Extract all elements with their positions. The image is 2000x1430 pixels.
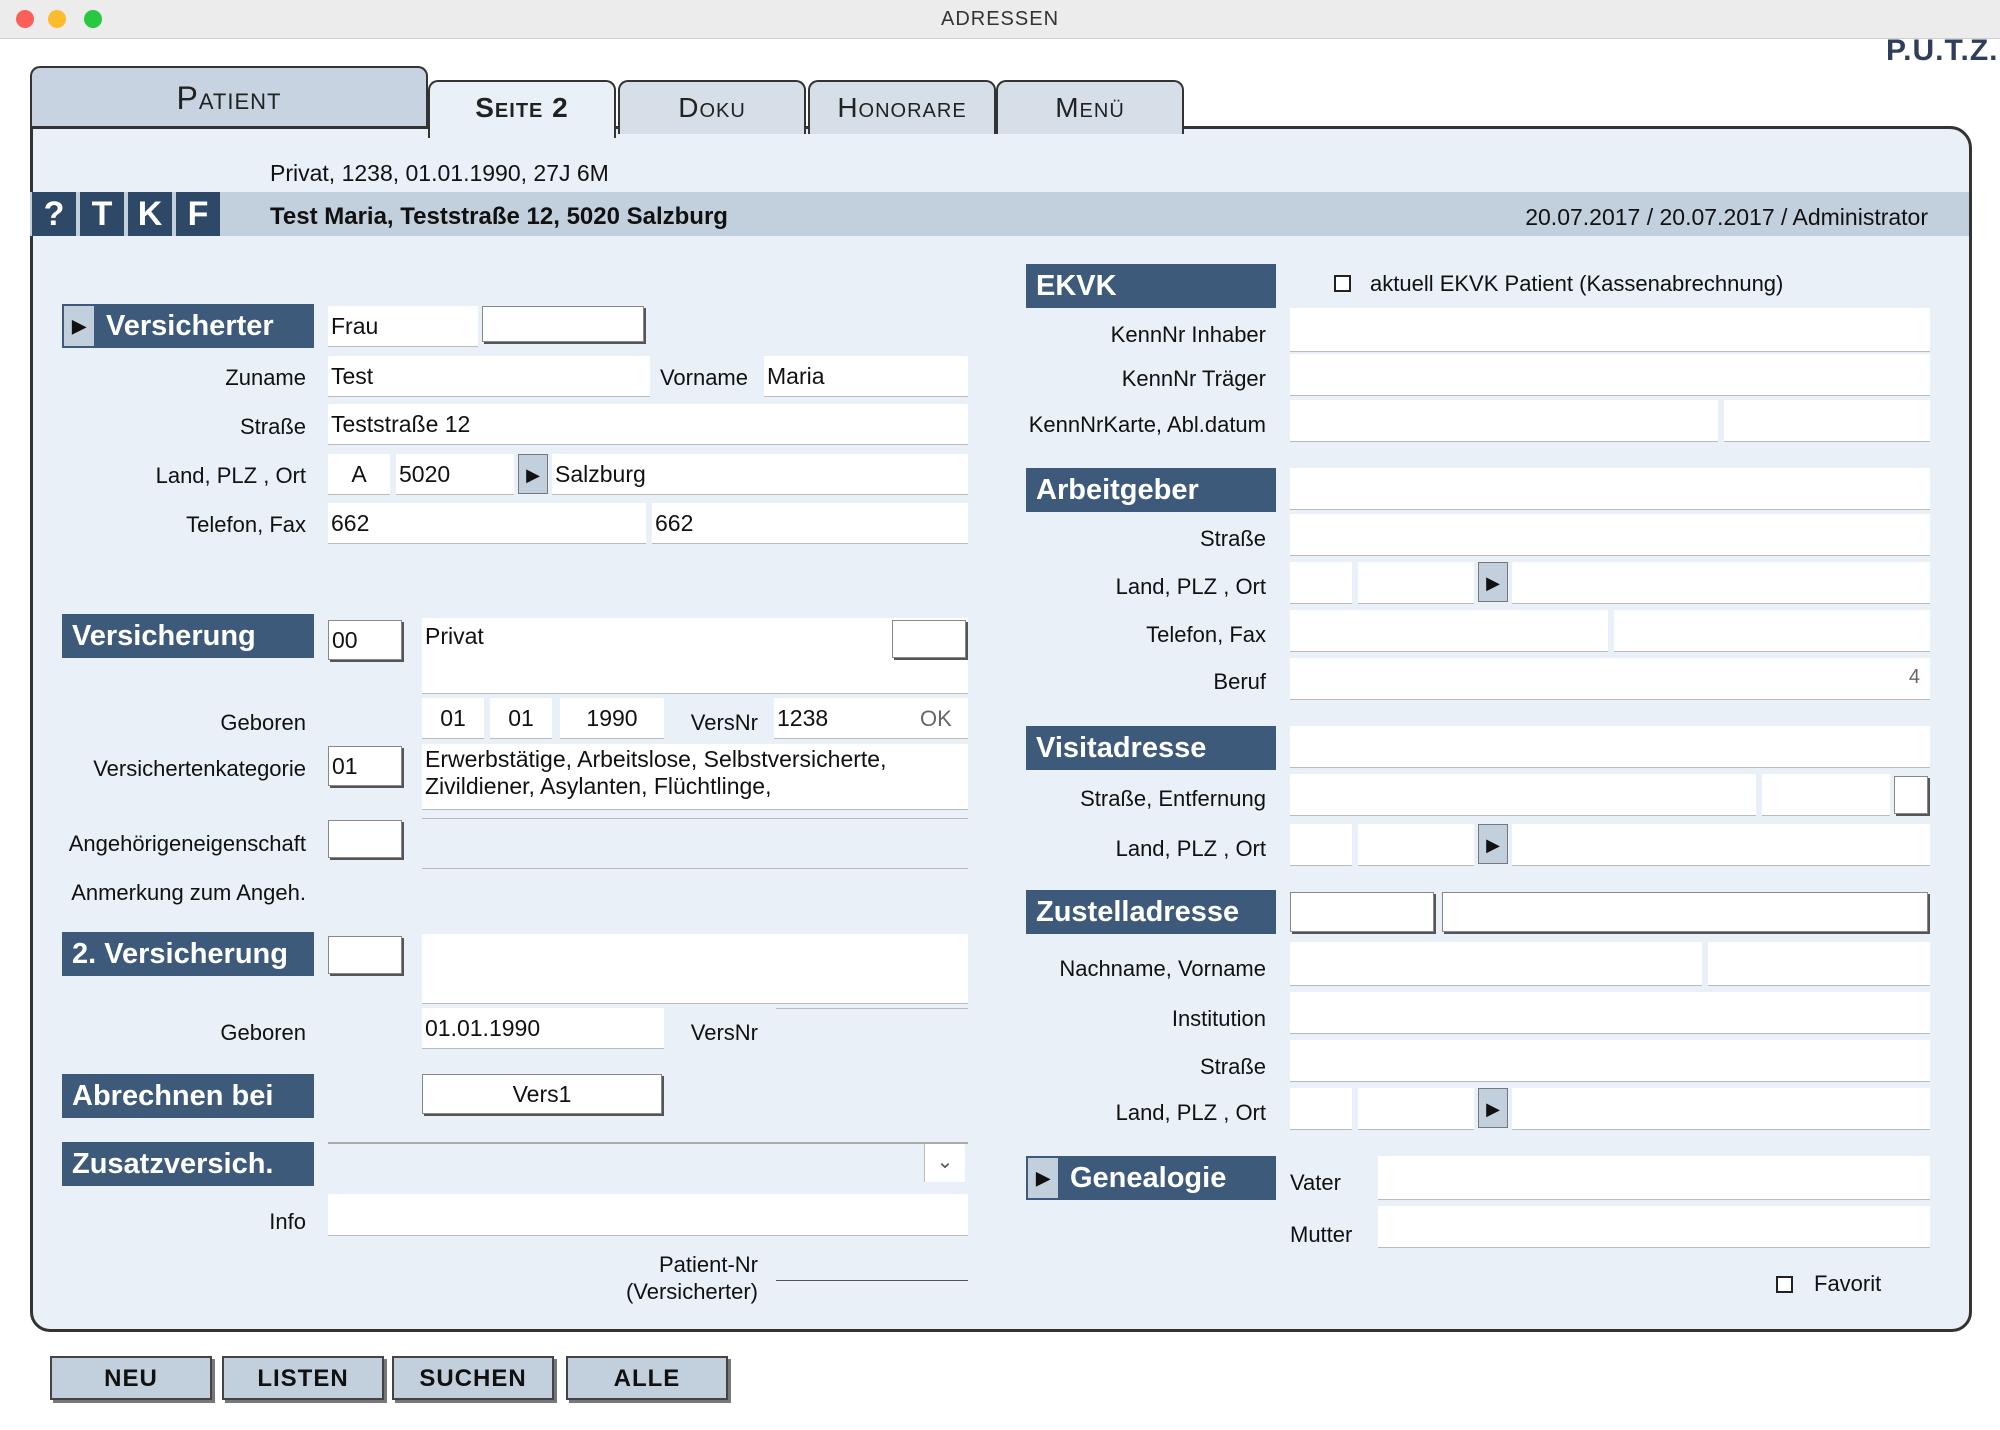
vater-field[interactable] <box>1378 1156 1930 1200</box>
info-label: Info <box>269 1209 306 1234</box>
versnr-ok-indicator: OK <box>920 706 952 731</box>
favorit-checkbox[interactable] <box>1776 1276 1793 1293</box>
beruf-counter: 4 <box>1908 666 1920 688</box>
zustell-titel-button[interactable] <box>1442 892 1928 932</box>
section-arbeitgeber: Arbeitgeber <box>1026 468 1276 512</box>
kategorie-code-field[interactable]: 01 <box>328 746 402 786</box>
patient-name: Test Maria, Teststraße 12, 5020 Salzburg <box>270 203 728 230</box>
ekvk-checkbox[interactable] <box>1334 275 1351 292</box>
arbeitgeber-field[interactable] <box>1290 468 1930 510</box>
section-abrechnen: Abrechnen bei <box>62 1074 314 1118</box>
arbeitgeber-telefon-field[interactable] <box>1290 610 1608 652</box>
help-button[interactable]: ? <box>32 192 76 236</box>
beruf-field[interactable] <box>1290 658 1930 700</box>
beruf-label: Beruf <box>1213 669 1266 694</box>
section-ekvk: EKVK <box>1026 264 1276 308</box>
disclosure-triangle-icon[interactable]: ▶ <box>1028 1158 1058 1198</box>
land-field[interactable]: A <box>328 454 390 495</box>
zusatzversich-dropdown[interactable] <box>328 1142 968 1144</box>
visit-entfernung-field[interactable] <box>1762 774 1890 816</box>
versicherung-code-field[interactable]: 00 <box>328 620 402 660</box>
patient-meta: 20.07.2017 / 20.07.2017 / Administrator <box>1525 204 1928 230</box>
suchen-button[interactable]: SUCHEN <box>392 1356 554 1400</box>
visit-plz-arrow-icon[interactable]: ▶ <box>1478 824 1508 864</box>
tab-doku[interactable]: Doku <box>618 80 806 134</box>
visit-plz-field[interactable] <box>1358 824 1474 866</box>
land-plz-ort-label: Land, PLZ , Ort <box>155 463 306 488</box>
chevron-down-icon[interactable]: ⌄ <box>924 1144 965 1182</box>
kennnr-inhaber-field[interactable] <box>1290 308 1930 352</box>
zustell-strasse-field[interactable] <box>1290 1040 1930 1082</box>
versicherung2-versnr-field[interactable] <box>776 1008 968 1009</box>
section-genealogie-title: Genealogie <box>1070 1162 1227 1194</box>
info-field[interactable] <box>328 1194 968 1236</box>
patient-summary: Privat, 1238, 01.01.1990, 27J 6M <box>270 160 609 186</box>
zuname-field[interactable]: Test <box>328 356 650 397</box>
arbeitgeber-telefon-label: Telefon, Fax <box>1146 622 1266 647</box>
patient-nr-label: Patient-Nr <box>658 1252 758 1277</box>
section-zustelladresse: Zustelladresse <box>1026 890 1276 934</box>
f-button[interactable]: F <box>176 192 220 236</box>
tab-seite2[interactable]: Seite 2 <box>428 80 616 138</box>
kennnr-karte-label: KennNrKarte, Abl.datum <box>1028 412 1266 437</box>
angehoerigen-text-field[interactable] <box>422 818 968 819</box>
strasse-label: Straße <box>239 414 306 439</box>
telefon-field[interactable]: 662 <box>328 503 646 544</box>
kennnr-karte-field[interactable] <box>1290 400 1718 442</box>
arbeitgeber-plz-arrow-icon[interactable]: ▶ <box>1478 562 1508 602</box>
favorit-label: Favorit <box>1814 1271 1882 1296</box>
geboren-tag-field[interactable]: 01 <box>422 698 484 739</box>
kennnr-traeger-field[interactable] <box>1290 354 1930 396</box>
geboren-monat-field[interactable]: 01 <box>490 698 552 739</box>
zustell-name-label: Nachname, Vorname <box>1059 956 1266 981</box>
visit-land-label: Land, PLZ , Ort <box>1115 836 1266 861</box>
t-button[interactable]: T <box>80 192 124 236</box>
section-versicherung2: 2. Versicherung <box>62 932 314 976</box>
zustell-anrede-button[interactable] <box>1290 892 1434 932</box>
geboren-label: Geboren <box>220 710 306 735</box>
visit-strasse-label: Straße, Entfernung <box>1080 786 1266 811</box>
window-title: ADRESSEN <box>940 8 1060 30</box>
patient-nr-sublabel: (Versicherter) <box>625 1279 758 1304</box>
tab-patient[interactable]: Patient <box>30 66 428 128</box>
section-versicherung: Versicherung <box>62 614 314 658</box>
versnr-field[interactable]: 1238 <box>774 698 968 739</box>
kennnr-inhaber-label: KennNr Inhaber <box>1110 322 1266 347</box>
visit-entfernung-button[interactable] <box>1894 776 1928 814</box>
plz-field[interactable]: 5020 <box>396 454 514 495</box>
patient-nr-line <box>776 1280 968 1281</box>
versicherung-select-button[interactable] <box>892 620 966 658</box>
disclosure-triangle-icon[interactable]: ▶ <box>64 306 94 346</box>
putz-logo: P.U.T.Z. <box>1886 34 1999 67</box>
visitadresse-field[interactable] <box>1290 726 1930 768</box>
institution-label: Institution <box>1171 1006 1266 1031</box>
versicherung2-geboren-field[interactable]: 01.01.1990 <box>422 1008 664 1049</box>
arbeitgeber-ort-field[interactable] <box>1512 562 1930 604</box>
visit-strasse-field[interactable] <box>1290 774 1756 816</box>
kategorie-label: Versichertenkategorie <box>93 756 306 781</box>
zustell-plz-arrow-icon[interactable]: ▶ <box>1478 1088 1508 1128</box>
zustell-nachname-field[interactable] <box>1290 942 1702 986</box>
geboren-jahr-field[interactable]: 1990 <box>560 698 664 739</box>
arbeitgeber-plz-field[interactable] <box>1358 562 1474 604</box>
plz-lookup-arrow-icon[interactable]: ▶ <box>518 454 548 494</box>
visit-ort-field[interactable] <box>1512 824 1930 866</box>
section-zusatzversich: Zusatzversich. <box>62 1142 314 1186</box>
section-genealogie[interactable] <box>1026 1156 1276 1200</box>
vorname-field[interactable]: Maria <box>764 356 968 397</box>
zustell-strasse-label: Straße <box>1199 1054 1266 1079</box>
zuname-label: Zuname <box>225 365 306 390</box>
vater-label: Vater <box>1290 1170 1341 1195</box>
kennnr-traeger-label: KennNr Träger <box>1121 366 1266 391</box>
vorname-label: Vorname <box>659 365 748 390</box>
ort-field[interactable]: Salzburg <box>552 454 968 495</box>
section-versicherter-title: Versicherter <box>106 310 274 342</box>
zustell-plz-field[interactable] <box>1358 1088 1474 1130</box>
zustell-ort-field[interactable] <box>1512 1088 1930 1130</box>
arbeitgeber-strasse-label: Straße <box>1199 526 1266 551</box>
versicherung2-geboren-label: Geboren <box>220 1020 306 1045</box>
tab-menu[interactable]: Menü <box>996 80 1184 134</box>
mutter-field[interactable] <box>1378 1206 1930 1248</box>
k-button[interactable]: K <box>128 192 172 236</box>
tab-honorare[interactable]: Honorare <box>808 80 996 134</box>
zustell-land-label: Land, PLZ , Ort <box>1115 1100 1266 1125</box>
kategorie-text-field[interactable]: Erwerbstätige, Arbeitslose, Selbstversicherte, Zivildiener, Asylanten, Flüchtlinge, <box>422 744 968 810</box>
versicherung2-versnr-label: VersNr <box>690 1020 758 1045</box>
section-visitadresse: Visitadresse <box>1026 726 1276 770</box>
arbeitgeber-land-field[interactable] <box>1290 562 1352 604</box>
fax-field[interactable]: 662 <box>652 503 968 544</box>
strasse-field[interactable]: Teststraße 12 <box>328 404 968 445</box>
versicherung2-code-field[interactable] <box>328 936 402 974</box>
ekvk-checkbox-label: aktuell EKVK Patient (Kassenabrechnung) <box>1370 271 1784 296</box>
abrechnen-select-button[interactable]: Vers1 <box>422 1074 662 1114</box>
listen-button[interactable]: LISTEN <box>222 1356 384 1400</box>
telefon-fax-label: Telefon, Fax <box>186 512 306 537</box>
alle-button[interactable]: ALLE <box>566 1356 728 1400</box>
section-versicherter[interactable] <box>62 304 314 348</box>
versicherung2-name-field[interactable] <box>422 934 968 1004</box>
mutter-label: Mutter <box>1290 1222 1353 1247</box>
versnr-label: VersNr <box>690 710 758 735</box>
anmerkung-label: Anmerkung zum Angeh. <box>71 880 306 905</box>
arbeitgeber-fax-field[interactable] <box>1614 610 1930 652</box>
anrede-field[interactable]: Frau <box>328 306 478 347</box>
anmerkung-field[interactable] <box>422 868 968 869</box>
zustell-vorname-field[interactable] <box>1708 942 1930 986</box>
abl-datum-field[interactable] <box>1724 400 1930 442</box>
zustell-land-field[interactable] <box>1290 1088 1352 1130</box>
visit-land-field[interactable] <box>1290 824 1352 866</box>
arbeitgeber-land-label: Land, PLZ , Ort <box>1115 574 1266 599</box>
neu-button[interactable]: NEU <box>50 1356 212 1400</box>
titel-button[interactable] <box>482 306 644 342</box>
institution-field[interactable] <box>1290 992 1930 1034</box>
angehoerigen-label: Angehörigeneigenschaft <box>68 831 306 856</box>
arbeitgeber-strasse-field[interactable] <box>1290 514 1930 556</box>
versicherung-name-field[interactable]: Privat <box>422 618 968 694</box>
angehoerigen-code-field[interactable] <box>328 820 402 858</box>
